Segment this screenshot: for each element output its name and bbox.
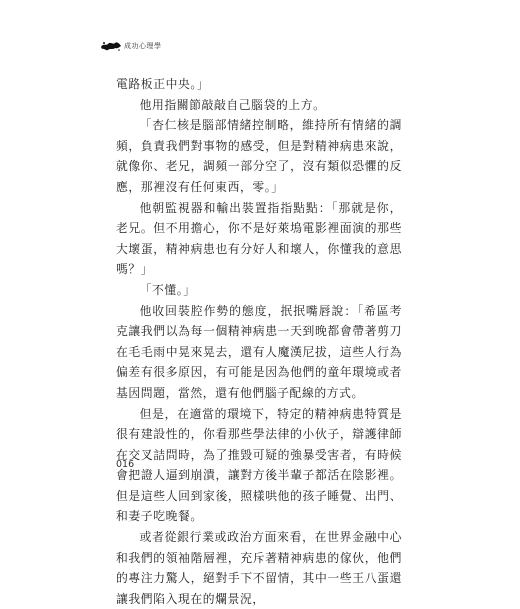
page-number: 016 xyxy=(116,459,135,470)
ink-splash-logo-icon xyxy=(100,40,122,52)
running-header xyxy=(100,40,162,52)
paragraph: 「杏仁核是腦部情緒控制略，維持所有情緒的調頻，負責我們對事物的感受，但是對精神病患來說，就像你、老兄，調頻一部分空了，沒有類似恐懼的反應，那裡沒有任何東西，零。」 xyxy=(116,118,402,194)
paragraph: 他收回裝腔作勢的態度，抿抿嘴唇說：「希區考克讓我們以為每一個精神病患一天到晚都會帶著剪刀在毛毛雨中晃來晃去，還有人魔漢尼拔，這些人行為偏差有很多原因，有可能是因為他們的童年環境或者基因問題，當然，還有他們腦子配線的方式。 xyxy=(116,303,402,400)
paragraph: 或者從銀行業或政治方面來看，在世界金融中心和我們的領袖階層裡，充斥著精神病患的傢伙，他們的專注力驚人，絕對手下不留情，其中一些王八蛋還讓我們陷入現在的爛景況， xyxy=(116,530,402,606)
paragraph: 他朝監視器和輸出裝置指指點點：「那就是你，老兄。但不用擔心，你不是好萊塢電影裡面演的那些大壞蛋，精神病患也有分好人和壞人，你懂我的意思嗎？」 xyxy=(116,200,402,277)
paragraph: 他用指關節敲敲自己腦袋的上方。 xyxy=(139,97,326,112)
body-text xyxy=(116,74,402,609)
paragraph: 但是，在適當的環境下，特定的精神病患特質是很有建設性的，你看那些學法律的小伙子，辯護律師在交叉詰問時，為了推毀可疑的強暴受害者，有時候會把證人逼到崩潰，讓對方後半輩子都活在陰影裡。但是這些人回到家後，照樣哄他的孩子睡覺、出門、和妻子吃晚餐。 xyxy=(116,406,402,524)
paragraph: 「不懂。」 xyxy=(139,282,196,297)
series-title: 成功心理學 xyxy=(124,42,162,50)
paragraph: 電路板正中央。」 xyxy=(116,77,210,91)
